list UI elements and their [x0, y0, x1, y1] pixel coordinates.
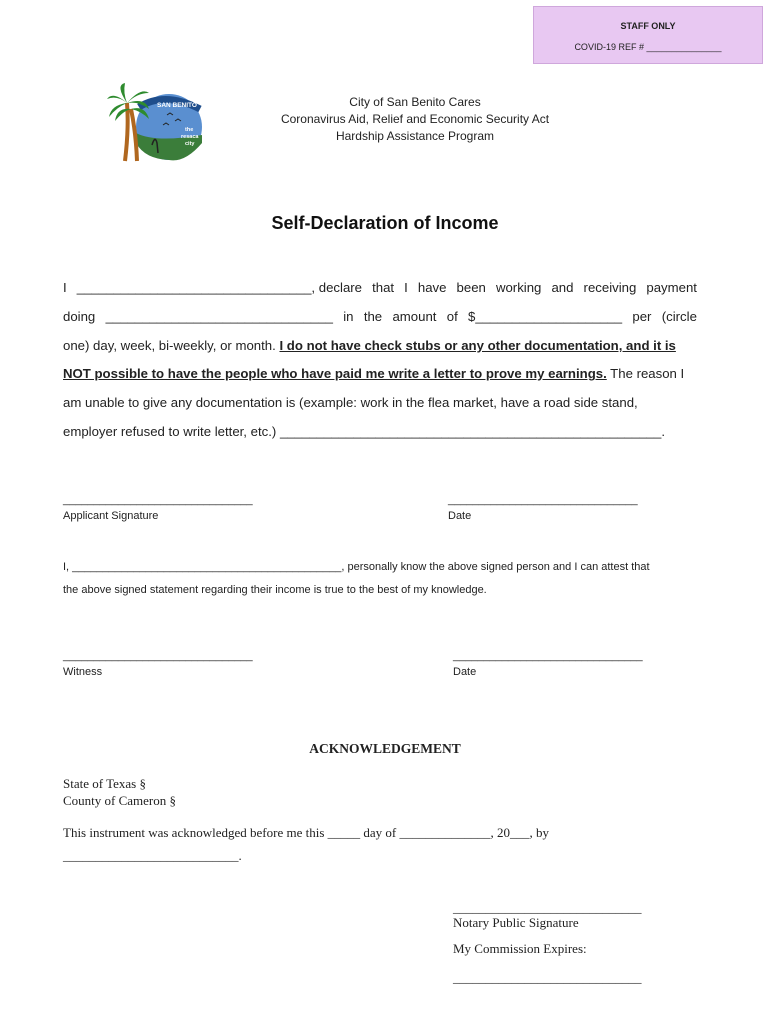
work-blank[interactable]: _______________________________ [105, 309, 333, 324]
document-title: Self-Declaration of Income [271, 213, 499, 233]
san-benito-logo [105, 83, 205, 169]
decl-word: the [363, 309, 383, 324]
decl-word: and [551, 280, 574, 295]
decl-word: working [495, 280, 542, 295]
instrument-line[interactable]: This instrument was acknowledged before me this _____ day of ______________, 20___, by [63, 825, 549, 840]
commission-expires-line[interactable]: _____________________________ [453, 970, 642, 985]
header-line-3: Hardship Assistance Program [335, 129, 495, 143]
witness-label: Witness [63, 666, 103, 678]
decl-word: per [632, 309, 652, 324]
logo-text-city: city [185, 141, 195, 147]
decl-word: payment [646, 280, 697, 295]
witness-signature-line[interactable]: _______________________________ [63, 650, 253, 662]
declaration-line-3 [63, 338, 697, 353]
declaration-line-6 [63, 424, 697, 439]
decl-bold-text: NOT possible to have the people who have paid me write a letter to prove my earnings. [63, 366, 607, 381]
notary-signature-label: Notary Public Signature [453, 915, 579, 930]
witness-date-line[interactable]: _______________________________ [453, 650, 643, 662]
decl-word: amount [392, 309, 437, 324]
declaration-line-5: am unable to give any documentation is (example: work in the flea market, have a road side stand, [63, 395, 638, 410]
decl-text: The reason I [606, 366, 685, 381]
acknowledgement-heading: ACKNOWLEDGEMENT [309, 741, 461, 756]
decl-word: have [417, 280, 447, 295]
commission-expires-label: My Commission Expires: [453, 941, 587, 956]
logo-top-text: SAN BENITO [157, 102, 197, 109]
reason-blank[interactable]: employer refused to write letter, etc.) ____________________________________________________. [63, 424, 665, 439]
attest-line-1[interactable]: I, ____________________________________________, personally know the above signed person and I can attest that [63, 561, 650, 573]
declaration-line-2 [63, 309, 697, 324]
decl-word: been [456, 280, 486, 295]
staff-only-box [533, 6, 763, 64]
applicant-signature-line[interactable]: _______________________________ [63, 494, 253, 506]
logo-text-resaca: resaca [181, 134, 199, 140]
decl-word: of [446, 309, 458, 324]
applicant-date-line[interactable]: _______________________________ [448, 494, 638, 506]
decl-word: (circle [661, 309, 697, 324]
notary-signature-line[interactable]: _____________________________ [453, 900, 642, 915]
amount-blank[interactable]: $____________________ [468, 309, 623, 324]
acknowledged-by-line[interactable]: ___________________________. [63, 848, 242, 863]
decl-bold-text: I do not have check stubs or any other documentation, and it is [279, 338, 676, 353]
logo-text-the: the [185, 127, 194, 133]
declaration-line-4 [63, 366, 697, 381]
witness-date-label: Date [453, 666, 477, 678]
decl-word: receiving [583, 280, 637, 295]
applicant-signature-label: Applicant Signature [63, 510, 159, 522]
program-header [200, 94, 630, 145]
decl-word: doing [63, 309, 96, 324]
covid-ref-field[interactable]: COVID-19 REF # _______________ [574, 42, 722, 52]
name-blank[interactable]: ________________________________, declare [76, 280, 363, 295]
header-line-1: City of San Benito Cares [349, 95, 481, 109]
county-line: County of Cameron § [63, 793, 177, 808]
decl-word: I [63, 280, 67, 295]
decl-word: in [343, 309, 354, 324]
decl-text: one) day, week, bi-weekly, or month. [63, 338, 280, 353]
header-line-2: Coronavirus Aid, Relief and Economic Security Act [280, 112, 550, 126]
staff-only-label: STAFF ONLY [620, 21, 676, 31]
declaration-line-1 [63, 280, 697, 295]
state-line: State of Texas § [63, 776, 146, 791]
attest-line-2: the above signed statement regarding their income is true to the best of my knowledge. [63, 584, 487, 596]
decl-word: I [404, 280, 408, 295]
applicant-date-label: Date [448, 510, 472, 522]
decl-word: that [372, 280, 395, 295]
